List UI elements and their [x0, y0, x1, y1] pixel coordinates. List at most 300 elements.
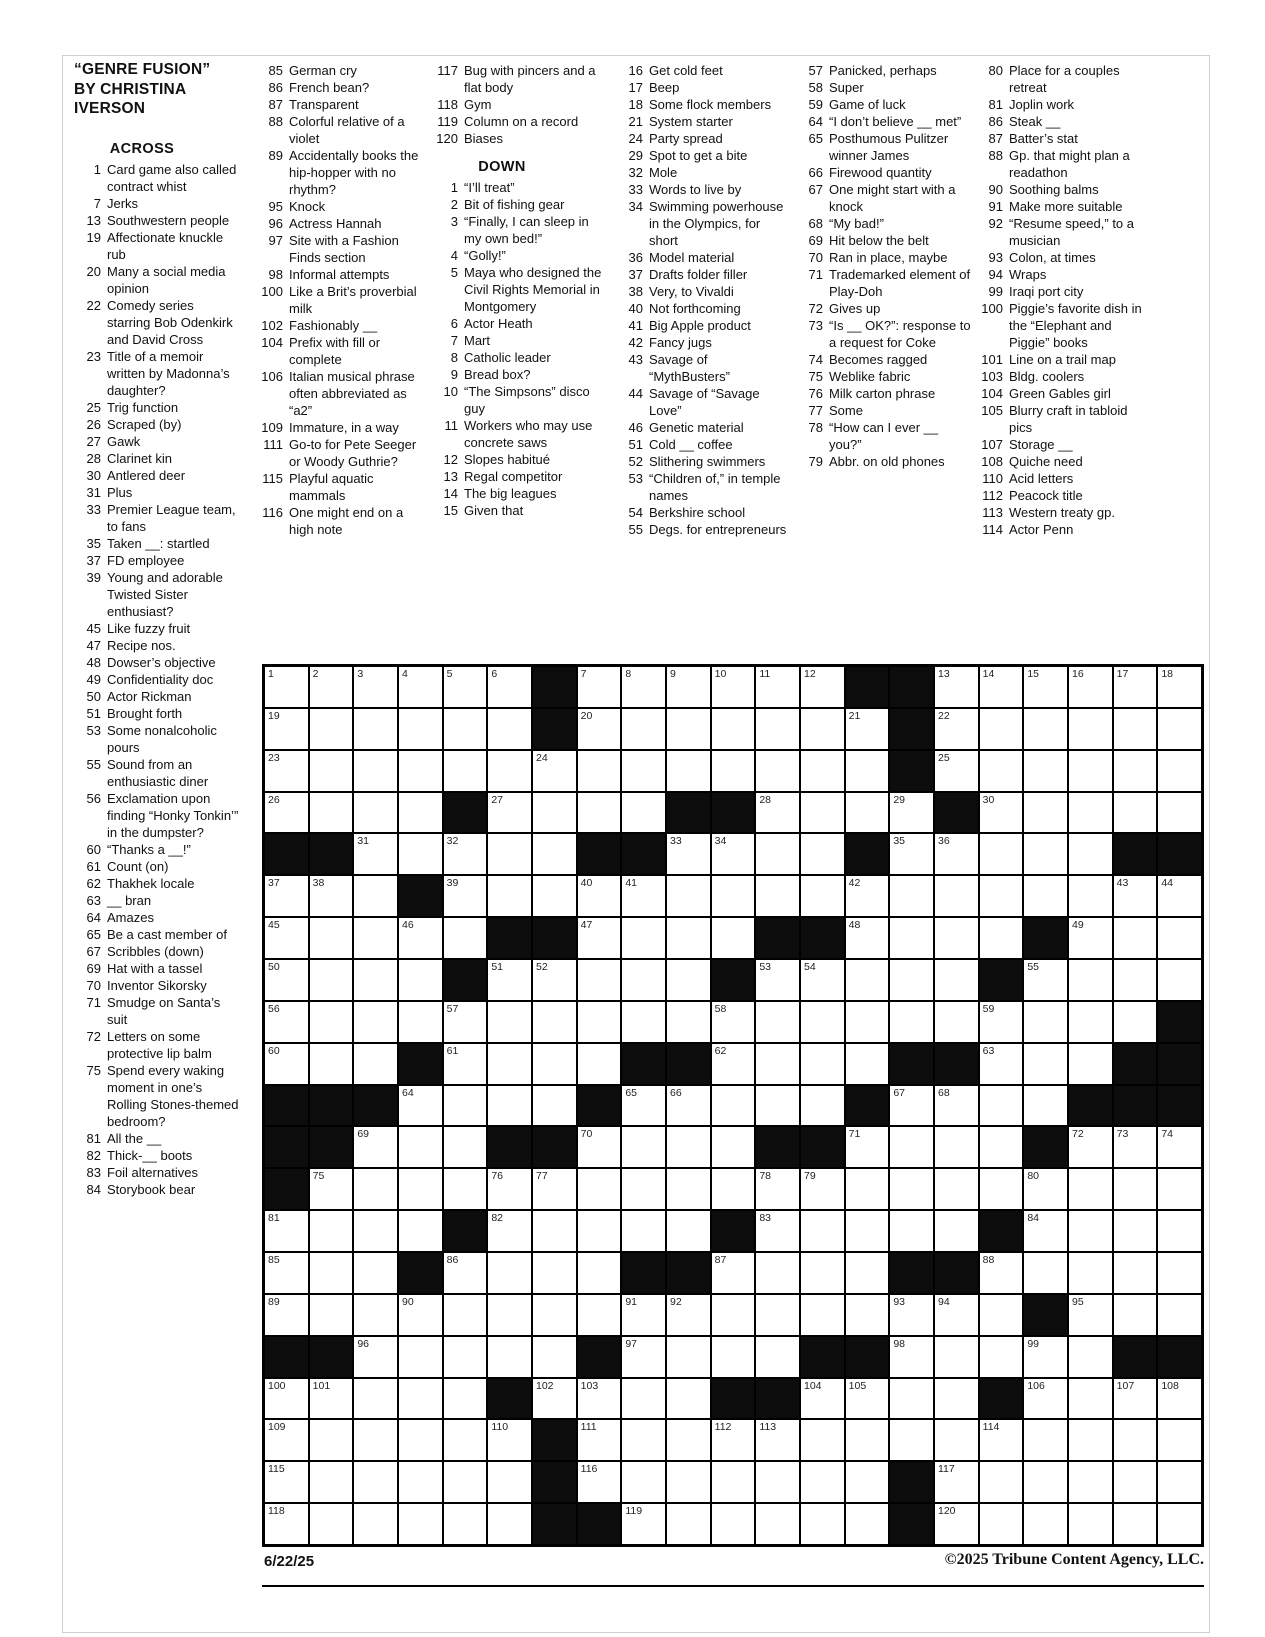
grid-cell[interactable]: [265, 1002, 308, 1042]
grid-cell[interactable]: [1158, 667, 1201, 707]
grid-cell[interactable]: [399, 1337, 442, 1377]
grid-cell[interactable]: [354, 918, 397, 958]
grid-cell[interactable]: [488, 1002, 531, 1042]
grid-cell[interactable]: [935, 709, 978, 749]
grid-cell[interactable]: [801, 1253, 844, 1293]
grid-cell[interactable]: [622, 751, 665, 791]
grid-cell[interactable]: [310, 1002, 353, 1042]
grid-cell[interactable]: [399, 1127, 442, 1167]
grid-cell[interactable]: [444, 1002, 487, 1042]
grid-cell[interactable]: [890, 1127, 933, 1167]
grid-cell[interactable]: [1114, 960, 1157, 1000]
grid-cell[interactable]: [1024, 1420, 1067, 1460]
grid-cell[interactable]: [1158, 1169, 1201, 1209]
grid-cell[interactable]: [980, 834, 1023, 874]
grid-cell[interactable]: [756, 1044, 799, 1084]
grid-cell[interactable]: [667, 1420, 710, 1460]
grid-cell[interactable]: [756, 960, 799, 1000]
grid-cell[interactable]: [712, 1295, 755, 1335]
grid-cell[interactable]: [1069, 1379, 1112, 1419]
grid-cell[interactable]: [265, 1044, 308, 1084]
grid-cell[interactable]: [756, 1420, 799, 1460]
grid-cell[interactable]: [578, 876, 621, 916]
grid-cell[interactable]: [756, 793, 799, 833]
grid-cell[interactable]: [399, 1086, 442, 1126]
grid-cell[interactable]: [935, 1504, 978, 1544]
grid-cell[interactable]: [1024, 793, 1067, 833]
grid-cell[interactable]: [622, 1002, 665, 1042]
grid-cell[interactable]: [890, 793, 933, 833]
grid-cell[interactable]: [801, 1295, 844, 1335]
grid-cell[interactable]: [622, 960, 665, 1000]
grid-cell[interactable]: [1114, 1127, 1157, 1167]
grid-cell[interactable]: [354, 1504, 397, 1544]
grid-cell[interactable]: [488, 793, 531, 833]
grid-cell[interactable]: [756, 1337, 799, 1377]
grid-cell[interactable]: [1024, 834, 1067, 874]
grid-cell[interactable]: [310, 793, 353, 833]
grid-cell[interactable]: [846, 876, 889, 916]
grid-cell[interactable]: [980, 667, 1023, 707]
grid-cell[interactable]: [354, 834, 397, 874]
grid-cell[interactable]: [488, 1462, 531, 1502]
grid-cell[interactable]: [1069, 667, 1112, 707]
grid-cell[interactable]: [980, 1420, 1023, 1460]
grid-cell[interactable]: [980, 1044, 1023, 1084]
grid-cell[interactable]: [488, 1086, 531, 1126]
grid-cell[interactable]: [399, 667, 442, 707]
grid-cell[interactable]: [935, 960, 978, 1000]
grid-cell[interactable]: [1024, 709, 1067, 749]
grid-cell[interactable]: [578, 1169, 621, 1209]
grid-cell[interactable]: [667, 960, 710, 1000]
grid-cell[interactable]: [756, 1504, 799, 1544]
grid-cell[interactable]: [533, 1211, 576, 1251]
grid-cell[interactable]: [1024, 1002, 1067, 1042]
grid-cell[interactable]: [310, 667, 353, 707]
grid-cell[interactable]: [756, 667, 799, 707]
grid-cell[interactable]: [1024, 1211, 1067, 1251]
grid-cell[interactable]: [310, 1295, 353, 1335]
grid-cell[interactable]: [265, 793, 308, 833]
grid-cell[interactable]: [488, 751, 531, 791]
grid-cell[interactable]: [265, 876, 308, 916]
grid-cell[interactable]: [354, 1169, 397, 1209]
grid-cell[interactable]: [801, 751, 844, 791]
grid-cell[interactable]: [622, 1504, 665, 1544]
grid-cell[interactable]: [935, 1420, 978, 1460]
grid-cell[interactable]: [1114, 1211, 1157, 1251]
grid-cell[interactable]: [444, 918, 487, 958]
grid-cell[interactable]: [310, 751, 353, 791]
grid-cell[interactable]: [712, 1504, 755, 1544]
grid-cell[interactable]: [622, 1169, 665, 1209]
grid-cell[interactable]: [399, 1504, 442, 1544]
grid-cell[interactable]: [622, 1295, 665, 1335]
grid-cell[interactable]: [354, 1044, 397, 1084]
grid-cell[interactable]: [533, 1295, 576, 1335]
grid-cell[interactable]: [399, 751, 442, 791]
grid-cell[interactable]: [667, 1295, 710, 1335]
grid-cell[interactable]: [667, 1002, 710, 1042]
grid-cell[interactable]: [444, 834, 487, 874]
grid-cell[interactable]: [578, 1211, 621, 1251]
grid-cell[interactable]: [801, 1044, 844, 1084]
grid-cell[interactable]: [444, 1086, 487, 1126]
grid-cell[interactable]: [1158, 793, 1201, 833]
grid-cell[interactable]: [622, 709, 665, 749]
grid-cell[interactable]: [712, 876, 755, 916]
grid-cell[interactable]: [310, 1420, 353, 1460]
grid-cell[interactable]: [533, 793, 576, 833]
grid-cell[interactable]: [1069, 1504, 1112, 1544]
grid-cell[interactable]: [444, 751, 487, 791]
grid-cell[interactable]: [1114, 709, 1157, 749]
grid-cell[interactable]: [980, 793, 1023, 833]
grid-cell[interactable]: [265, 918, 308, 958]
grid-cell[interactable]: [533, 1002, 576, 1042]
grid-cell[interactable]: [488, 960, 531, 1000]
grid-cell[interactable]: [1114, 1504, 1157, 1544]
grid-cell[interactable]: [578, 1253, 621, 1293]
grid-cell[interactable]: [1069, 709, 1112, 749]
grid-cell[interactable]: [399, 834, 442, 874]
grid-cell[interactable]: [1158, 1379, 1201, 1419]
grid-cell[interactable]: [622, 793, 665, 833]
grid-cell[interactable]: [622, 876, 665, 916]
grid-cell[interactable]: [846, 1253, 889, 1293]
grid-cell[interactable]: [712, 709, 755, 749]
grid-cell[interactable]: [1158, 1504, 1201, 1544]
grid-cell[interactable]: [310, 1169, 353, 1209]
grid-cell[interactable]: [399, 1002, 442, 1042]
grid-cell[interactable]: [667, 1086, 710, 1126]
grid-cell[interactable]: [1158, 960, 1201, 1000]
grid-cell[interactable]: [1024, 1253, 1067, 1293]
grid-cell[interactable]: [846, 793, 889, 833]
grid-cell[interactable]: [1114, 876, 1157, 916]
grid-cell[interactable]: [667, 667, 710, 707]
grid-cell[interactable]: [399, 918, 442, 958]
grid-cell[interactable]: [801, 667, 844, 707]
grid-cell[interactable]: [801, 709, 844, 749]
grid-cell[interactable]: [488, 1504, 531, 1544]
grid-cell[interactable]: [980, 1002, 1023, 1042]
grid-cell[interactable]: [712, 918, 755, 958]
grid-cell[interactable]: [354, 876, 397, 916]
grid-cell[interactable]: [1024, 1504, 1067, 1544]
grid-cell[interactable]: [1114, 1295, 1157, 1335]
grid-cell[interactable]: [488, 667, 531, 707]
grid-cell[interactable]: [578, 709, 621, 749]
grid-cell[interactable]: [980, 1337, 1023, 1377]
grid-cell[interactable]: [935, 1211, 978, 1251]
grid-cell[interactable]: [310, 1044, 353, 1084]
grid-cell[interactable]: [1158, 1295, 1201, 1335]
grid-cell[interactable]: [578, 667, 621, 707]
grid-cell[interactable]: [399, 1462, 442, 1502]
grid-cell[interactable]: [846, 1169, 889, 1209]
grid-cell[interactable]: [622, 918, 665, 958]
grid-cell[interactable]: [667, 1337, 710, 1377]
grid-cell[interactable]: [846, 960, 889, 1000]
grid-cell[interactable]: [756, 1253, 799, 1293]
grid-cell[interactable]: [980, 1169, 1023, 1209]
grid-cell[interactable]: [399, 709, 442, 749]
grid-cell[interactable]: [756, 1295, 799, 1335]
grid-cell[interactable]: [980, 709, 1023, 749]
grid-cell[interactable]: [354, 709, 397, 749]
grid-cell[interactable]: [667, 1127, 710, 1167]
grid-cell[interactable]: [756, 709, 799, 749]
grid-cell[interactable]: [310, 960, 353, 1000]
grid-cell[interactable]: [488, 1044, 531, 1084]
grid-cell[interactable]: [578, 1379, 621, 1419]
grid-cell[interactable]: [265, 1295, 308, 1335]
grid-cell[interactable]: [1069, 918, 1112, 958]
grid-cell[interactable]: [533, 1337, 576, 1377]
grid-cell[interactable]: [667, 1504, 710, 1544]
grid-cell[interactable]: [1114, 1169, 1157, 1209]
grid-cell[interactable]: [1114, 751, 1157, 791]
grid-cell[interactable]: [756, 751, 799, 791]
grid-cell[interactable]: [712, 667, 755, 707]
grid-cell[interactable]: [1024, 751, 1067, 791]
grid-cell[interactable]: [622, 1211, 665, 1251]
grid-cell[interactable]: [935, 1337, 978, 1377]
grid-cell[interactable]: [354, 1253, 397, 1293]
grid-cell[interactable]: [801, 960, 844, 1000]
grid-cell[interactable]: [265, 1504, 308, 1544]
grid-cell[interactable]: [846, 1127, 889, 1167]
grid-cell[interactable]: [533, 751, 576, 791]
grid-cell[interactable]: [310, 709, 353, 749]
grid-cell[interactable]: [1114, 1379, 1157, 1419]
grid-cell[interactable]: [712, 1420, 755, 1460]
grid-cell[interactable]: [444, 1253, 487, 1293]
grid-cell[interactable]: [1158, 1127, 1201, 1167]
grid-cell[interactable]: [578, 918, 621, 958]
grid-cell[interactable]: [756, 1002, 799, 1042]
grid-cell[interactable]: [399, 960, 442, 1000]
grid-cell[interactable]: [712, 1086, 755, 1126]
grid-cell[interactable]: [712, 751, 755, 791]
grid-cell[interactable]: [354, 667, 397, 707]
grid-cell[interactable]: [890, 1295, 933, 1335]
grid-cell[interactable]: [354, 1337, 397, 1377]
grid-cell[interactable]: [533, 1253, 576, 1293]
grid-cell[interactable]: [846, 1462, 889, 1502]
grid-cell[interactable]: [310, 918, 353, 958]
grid-cell[interactable]: [1114, 1462, 1157, 1502]
grid-cell[interactable]: [444, 876, 487, 916]
grid-cell[interactable]: [1158, 1211, 1201, 1251]
grid-cell[interactable]: [846, 1211, 889, 1251]
grid-cell[interactable]: [488, 1295, 531, 1335]
grid-cell[interactable]: [1069, 1127, 1112, 1167]
grid-cell[interactable]: [444, 1504, 487, 1544]
grid-cell[interactable]: [935, 1002, 978, 1042]
grid-cell[interactable]: [980, 1504, 1023, 1544]
grid-cell[interactable]: [846, 751, 889, 791]
grid-cell[interactable]: [846, 1504, 889, 1544]
grid-cell[interactable]: [354, 1295, 397, 1335]
grid-cell[interactable]: [667, 751, 710, 791]
grid-cell[interactable]: [667, 709, 710, 749]
grid-cell[interactable]: [890, 834, 933, 874]
grid-cell[interactable]: [801, 1420, 844, 1460]
grid-cell[interactable]: [533, 834, 576, 874]
grid-cell[interactable]: [444, 1420, 487, 1460]
grid-cell[interactable]: [890, 1086, 933, 1126]
grid-cell[interactable]: [935, 1086, 978, 1126]
grid-cell[interactable]: [444, 1379, 487, 1419]
grid-cell[interactable]: [1069, 793, 1112, 833]
grid-cell[interactable]: [310, 1211, 353, 1251]
grid-cell[interactable]: [1069, 960, 1112, 1000]
grid-cell[interactable]: [935, 751, 978, 791]
grid-cell[interactable]: [712, 1002, 755, 1042]
grid-cell[interactable]: [801, 1169, 844, 1209]
grid-cell[interactable]: [488, 876, 531, 916]
grid-cell[interactable]: [801, 1379, 844, 1419]
grid-cell[interactable]: [846, 709, 889, 749]
grid-cell[interactable]: [1069, 1253, 1112, 1293]
grid-cell[interactable]: [444, 1295, 487, 1335]
grid-cell[interactable]: [712, 1253, 755, 1293]
grid-cell[interactable]: [533, 1044, 576, 1084]
grid-cell[interactable]: [801, 1504, 844, 1544]
grid-cell[interactable]: [354, 1462, 397, 1502]
grid-cell[interactable]: [890, 1420, 933, 1460]
grid-cell[interactable]: [667, 1169, 710, 1209]
grid-cell[interactable]: [310, 876, 353, 916]
grid-cell[interactable]: [578, 1044, 621, 1084]
grid-cell[interactable]: [801, 876, 844, 916]
grid-cell[interactable]: [890, 960, 933, 1000]
grid-cell[interactable]: [935, 876, 978, 916]
grid-cell[interactable]: [1158, 709, 1201, 749]
grid-cell[interactable]: [1114, 667, 1157, 707]
grid-cell[interactable]: [801, 793, 844, 833]
grid-cell[interactable]: [399, 1211, 442, 1251]
grid-cell[interactable]: [935, 834, 978, 874]
grid-cell[interactable]: [622, 1127, 665, 1167]
grid-cell[interactable]: [801, 834, 844, 874]
grid-cell[interactable]: [533, 960, 576, 1000]
grid-cell[interactable]: [935, 918, 978, 958]
grid-cell[interactable]: [1024, 667, 1067, 707]
grid-cell[interactable]: [1069, 1169, 1112, 1209]
grid-cell[interactable]: [890, 1337, 933, 1377]
grid-cell[interactable]: [980, 751, 1023, 791]
grid-cell[interactable]: [399, 1420, 442, 1460]
grid-cell[interactable]: [1024, 1044, 1067, 1084]
grid-cell[interactable]: [488, 1211, 531, 1251]
grid-cell[interactable]: [1024, 1086, 1067, 1126]
grid-cell[interactable]: [1114, 1253, 1157, 1293]
grid-cell[interactable]: [399, 1295, 442, 1335]
grid-cell[interactable]: [354, 1002, 397, 1042]
grid-cell[interactable]: [578, 1462, 621, 1502]
grid-cell[interactable]: [756, 1086, 799, 1126]
grid-cell[interactable]: [265, 1379, 308, 1419]
grid-cell[interactable]: [265, 751, 308, 791]
grid-cell[interactable]: [1069, 1337, 1112, 1377]
grid-cell[interactable]: [890, 1379, 933, 1419]
grid-cell[interactable]: [533, 1086, 576, 1126]
grid-cell[interactable]: [712, 1044, 755, 1084]
grid-cell[interactable]: [265, 1420, 308, 1460]
grid-cell[interactable]: [488, 834, 531, 874]
grid-cell[interactable]: [265, 667, 308, 707]
grid-cell[interactable]: [801, 1086, 844, 1126]
grid-cell[interactable]: [667, 876, 710, 916]
grid-cell[interactable]: [578, 1127, 621, 1167]
grid-cell[interactable]: [801, 1462, 844, 1502]
grid-cell[interactable]: [801, 1211, 844, 1251]
grid-cell[interactable]: [488, 1253, 531, 1293]
grid-cell[interactable]: [890, 1169, 933, 1209]
grid-cell[interactable]: [756, 1169, 799, 1209]
grid-cell[interactable]: [310, 1504, 353, 1544]
grid-cell[interactable]: [1024, 1169, 1067, 1209]
grid-cell[interactable]: [1114, 1420, 1157, 1460]
grid-cell[interactable]: [265, 1462, 308, 1502]
grid-cell[interactable]: [667, 918, 710, 958]
grid-cell[interactable]: [1069, 1462, 1112, 1502]
grid-cell[interactable]: [1158, 1420, 1201, 1460]
grid-cell[interactable]: [1158, 751, 1201, 791]
grid-cell[interactable]: [622, 667, 665, 707]
grid-cell[interactable]: [444, 1169, 487, 1209]
grid-cell[interactable]: [354, 1127, 397, 1167]
grid-cell[interactable]: [578, 751, 621, 791]
grid-cell[interactable]: [1024, 1379, 1067, 1419]
grid-cell[interactable]: [533, 876, 576, 916]
grid-cell[interactable]: [488, 709, 531, 749]
grid-cell[interactable]: [578, 793, 621, 833]
grid-cell[interactable]: [712, 1462, 755, 1502]
grid-cell[interactable]: [980, 1086, 1023, 1126]
grid-cell[interactable]: [578, 960, 621, 1000]
grid-cell[interactable]: [354, 1211, 397, 1251]
grid-cell[interactable]: [533, 1379, 576, 1419]
grid-cell[interactable]: [1069, 751, 1112, 791]
grid-cell[interactable]: [622, 1420, 665, 1460]
grid-cell[interactable]: [1069, 1044, 1112, 1084]
grid-cell[interactable]: [1158, 918, 1201, 958]
grid-cell[interactable]: [980, 1253, 1023, 1293]
grid-cell[interactable]: [846, 1295, 889, 1335]
grid-cell[interactable]: [846, 1420, 889, 1460]
grid-cell[interactable]: [1069, 1295, 1112, 1335]
grid-cell[interactable]: [712, 1127, 755, 1167]
grid-cell[interactable]: [1069, 834, 1112, 874]
grid-cell[interactable]: [488, 1420, 531, 1460]
grid-cell[interactable]: [444, 1127, 487, 1167]
grid-cell[interactable]: [935, 1127, 978, 1167]
grid-cell[interactable]: [756, 876, 799, 916]
grid-cell[interactable]: [578, 1295, 621, 1335]
grid-cell[interactable]: [1024, 876, 1067, 916]
grid-cell[interactable]: [1114, 793, 1157, 833]
grid-cell[interactable]: [622, 1086, 665, 1126]
grid-cell[interactable]: [667, 834, 710, 874]
grid-cell[interactable]: [265, 709, 308, 749]
grid-cell[interactable]: [265, 960, 308, 1000]
grid-cell[interactable]: [1158, 1462, 1201, 1502]
